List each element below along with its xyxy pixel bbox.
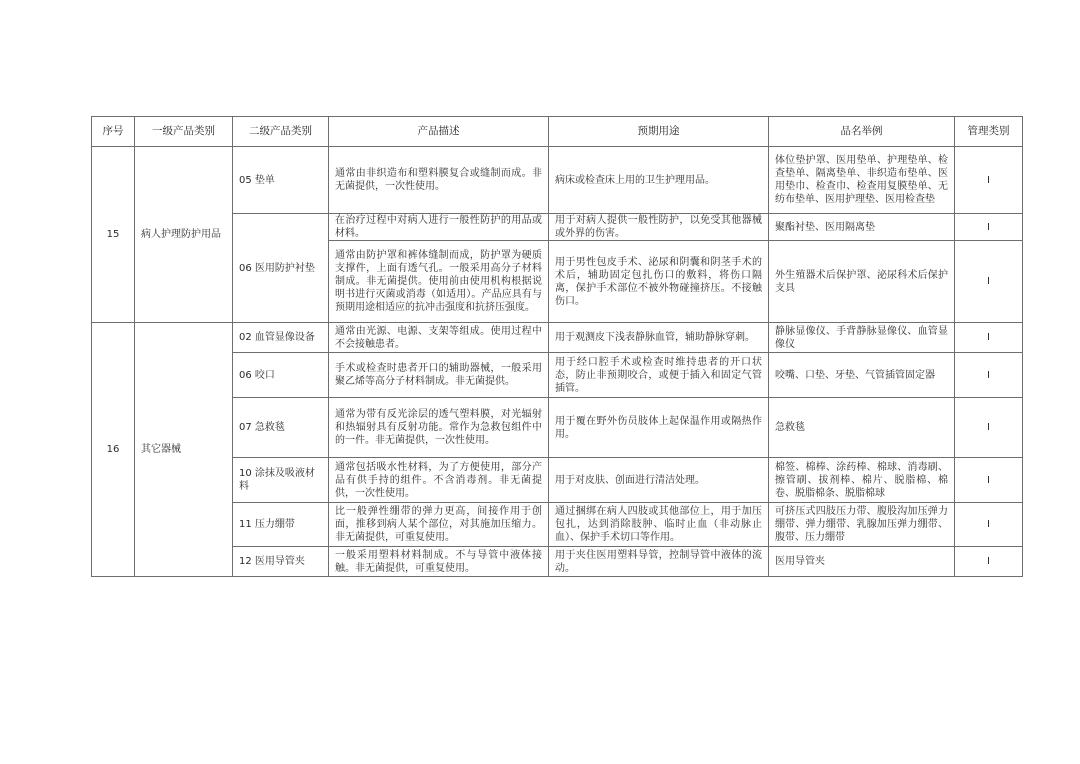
class-cell: I <box>955 214 1023 241</box>
intended-use-cell: 用于夹住医用塑料导管，控制导管中液体的流动。 <box>549 547 769 577</box>
examples-cell: 可挤压式四肢压力带、腹股沟加压弹力绷带、弹力绷带、乳腺加压弹力绷带、腹带、压力绷带 <box>769 503 955 547</box>
header-description: 产品描述 <box>329 117 549 147</box>
header-category-level1: 一级产品类别 <box>135 117 233 147</box>
table-row <box>92 147 1023 214</box>
class-cell: I <box>955 458 1023 503</box>
description-cell: 手术或检查时患者开口的辅助器械，一般采用聚乙烯等高分子材料制成。非无菌提供。 <box>329 353 549 398</box>
examples-cell: 医用导管夹 <box>769 547 955 577</box>
description-cell: 比一般弹性绷带的弹力更高，间接作用于创面，推移到病人某个部位，对其施加压缩力。非无菌提供，可重复使用。 <box>329 503 549 547</box>
product-catalog-table <box>91 116 1023 577</box>
description-cell: 在治疗过程中对病人进行一般性防护的用品或材料。 <box>329 214 549 241</box>
subcategory-cell: 06 咬口 <box>233 353 329 398</box>
intended-use-cell: 用于经口腔手术或检查时维持患者的开口状态，防止非预期咬合，或便于插入和固定气管插管。 <box>549 353 769 398</box>
intended-use-cell: 通过捆绑在病人四肢或其他部位上，用于加压包扎，达到消除肢肿、临时止血（非动脉止血）、保护手术切口等作用。 <box>549 503 769 547</box>
description-cell: 一般采用塑料材料制成。不与导管中液体接触。非无菌提供，可重复使用。 <box>329 547 549 577</box>
group-category: 病人护理防护用品 <box>135 147 233 323</box>
description-cell: 通常包括吸水性材料，为了方便使用，部分产品有供手持的组件。不含消毒剂。非无菌提供，一次性使用。 <box>329 458 549 503</box>
group-number: 15 <box>92 147 135 323</box>
table-header-row <box>92 117 1023 147</box>
description-cell: 通常由光源、电源、支架等组成。使用过程中不会接触患者。 <box>329 323 549 353</box>
header-no: 序号 <box>92 117 135 147</box>
examples-cell: 咬嘴、口垫、牙垫、气管插管固定器 <box>769 353 955 398</box>
subcategory-cell: 10 涂抹及吸液材料 <box>233 458 329 503</box>
examples-cell: 聚酯衬垫、医用隔离垫 <box>769 214 955 241</box>
header-intended-use: 预期用途 <box>549 117 769 147</box>
subcategory-cell: 12 医用导管夹 <box>233 547 329 577</box>
class-cell: I <box>955 241 1023 323</box>
intended-use-cell: 用于男性包皮手术、泌尿和阴囊和阴茎手术的术后，辅助固定包扎伤口的敷料，将伤口隔离，保护手术部位不被外物碰撞挤压。不接触伤口。 <box>549 241 769 323</box>
class-cell: I <box>955 323 1023 353</box>
description-cell: 通常为带有反光涂层的透气塑料膜，对光辐射和热辐射具有反射功能。常作为急救包组件中的一件。非无菌提供，一次性使用。 <box>329 398 549 458</box>
intended-use-cell: 用于对病人提供一般性防护，以免受其他器械或外界的伤害。 <box>549 214 769 241</box>
class-cell: I <box>955 503 1023 547</box>
header-category-level2: 二级产品类别 <box>233 117 329 147</box>
intended-use-cell: 病床或检查床上用的卫生护理用品。 <box>549 147 769 214</box>
class-cell: I <box>955 547 1023 577</box>
intended-use-cell: 用于覆在野外伤员肢体上起保温作用或隔热作用。 <box>549 398 769 458</box>
group-category: 其它器械 <box>135 323 233 577</box>
table-row <box>92 323 1023 353</box>
header-examples: 品名举例 <box>769 117 955 147</box>
examples-cell: 急救毯 <box>769 398 955 458</box>
subcategory-cell: 05 垫单 <box>233 147 329 214</box>
examples-cell: 外生殖器术后保护罩、泌尿科术后保护支具 <box>769 241 955 323</box>
subcategory-cell: 07 急救毯 <box>233 398 329 458</box>
class-cell: I <box>955 398 1023 458</box>
subcategory-cell: 06 医用防护衬垫 <box>233 214 329 323</box>
examples-cell: 棉签、棉棒、涂药棒、棉球、消毒刷、擦管刷、拔剂棒、棉片、脱脂棉、棉卷、脱脂棉条、脱脂棉球 <box>769 458 955 503</box>
subcategory-cell: 11 压力绷带 <box>233 503 329 547</box>
class-cell: I <box>955 353 1023 398</box>
subcategory-cell: 02 血管显像设备 <box>233 323 329 353</box>
examples-cell: 静脉显像仪、手背静脉显像仪、血管显像仪 <box>769 323 955 353</box>
class-cell: I <box>955 147 1023 214</box>
intended-use-cell: 用于对皮肤、创面进行清洁处理。 <box>549 458 769 503</box>
intended-use-cell: 用于观测皮下浅表静脉血管，辅助静脉穿刺。 <box>549 323 769 353</box>
description-cell: 通常由防护罩和裤体缝制而成，防护罩为硬质支撑件，上面有透气孔。一般采用高分子材料制成。非无菌提供。使用前由使用机构根据说明书进行灭菌或消毒（如适用）。产品应具有与预期用途相适应的抗冲击强度和抗挤压强度。 <box>329 241 549 323</box>
group-number: 16 <box>92 323 135 577</box>
header-management-class: 管理类别 <box>955 117 1023 147</box>
description-cell: 通常由非织造布和塑料膜复合或缝制而成。非无菌提供，一次性使用。 <box>329 147 549 214</box>
examples-cell: 体位垫护罩、医用垫单、护理垫单、检查垫单、隔离垫单、非织造布垫单、医用垫巾、检查巾、检查用复膜垫单、无纺布垫单、医用护理垫、医用检查垫 <box>769 147 955 214</box>
